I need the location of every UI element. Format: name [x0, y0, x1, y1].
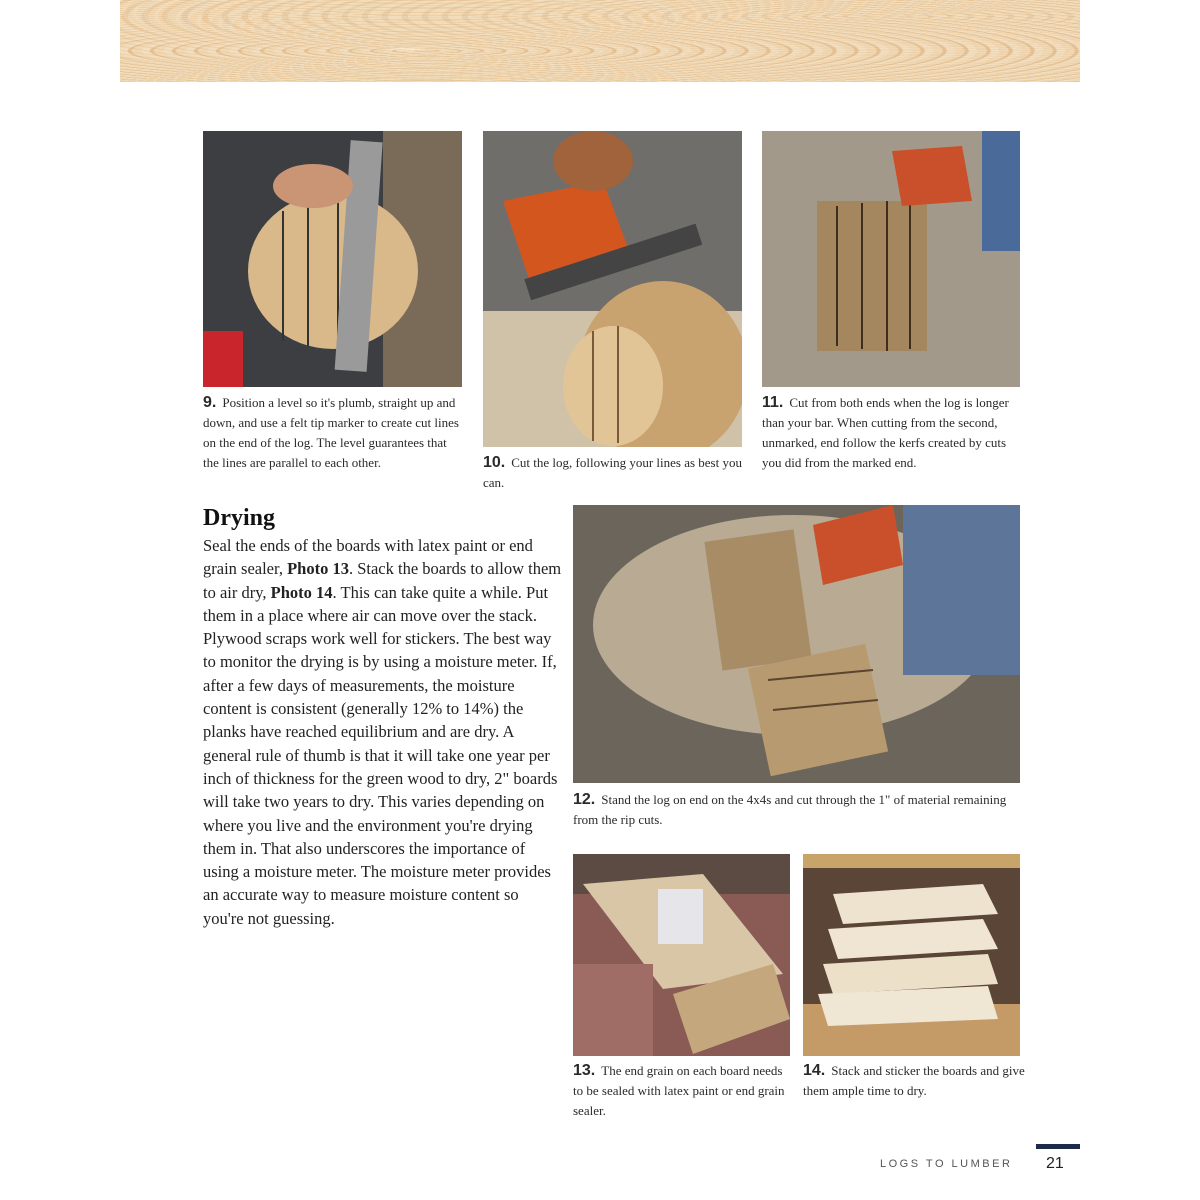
section-heading: Drying — [203, 505, 275, 531]
body-text-part: Seal the ends of the boards with latex paint or end grain sealer, — [203, 536, 533, 579]
caption-text: Stack and sticker the boards and give them ample time to dry. — [803, 1063, 1025, 1098]
photo-14 — [803, 854, 1020, 1056]
caption-text: The end grain on each board needs to be sealed with latex paint or end grain sealer. — [573, 1063, 785, 1118]
wood-grain-banner — [120, 0, 1080, 82]
body-text-part: . Stack the boards to allow them to air dry, — [203, 559, 562, 602]
photo-13-reference: Photo 13 — [287, 559, 349, 579]
photo-11 — [762, 131, 1020, 387]
caption-9 — [203, 393, 465, 473]
caption-number: 12. — [573, 791, 596, 808]
caption-number: 11. — [762, 394, 784, 411]
caption-10 — [483, 453, 745, 493]
caption-text: Cut the log, following your lines as best you can. — [483, 455, 742, 490]
caption-text: Stand the log on end on the 4x4s and cut through the 1" of material remaining from the rip cuts. — [573, 792, 1007, 827]
caption-14 — [803, 1061, 1025, 1101]
photo-9 — [203, 131, 462, 387]
caption-12 — [573, 790, 1023, 830]
photo-13 — [573, 854, 790, 1056]
caption-text: Cut from both ends when the log is longer than your bar. When cutting from the second, unmarked, end follow the kerfs created by cuts you did from the marked end. — [762, 395, 1009, 470]
caption-number: 14. — [803, 1062, 826, 1079]
page-number: 21 — [1046, 1155, 1064, 1172]
photo-10 — [483, 131, 742, 447]
section-body — [203, 534, 563, 930]
photo-14-reference: Photo 14 — [270, 582, 333, 602]
caption-text: Position a level so it's plumb, straight up and down, and use a felt tip marker to create cut lines on the end of the log. The level guarantees that the lines are parallel to each other. — [203, 395, 459, 470]
caption-number: 10. — [483, 454, 506, 471]
footer-accent-bar — [1036, 1144, 1080, 1149]
caption-11 — [762, 393, 1024, 473]
caption-13 — [573, 1061, 795, 1121]
body-text-part: . This can take quite a while. Put them in a place where air can move over the stack. Plywood scraps work well for stickers. The best way to monitor the drying is by using a moisture meter. If, after a few days of measurements, the moisture content is consistent (generally 12% to 14%) the planks have reached equilibrium and are dry. A general rule of thumb is that it will take one year per inch of thickness for the green wood to dry, 2" boards will take two years to dry. This varies depending on where you live and the environment you're drying them in. That also underscores the importance of using a moisture meter. The moisture meter provides an accurate way to measure moisture content so you're not guessing. — [203, 582, 558, 928]
caption-number: 13. — [573, 1062, 596, 1079]
footer-section-label: LOGS TO LUMBER — [880, 1158, 1013, 1170]
photo-12 — [573, 505, 1020, 783]
caption-number: 9. — [203, 394, 217, 411]
